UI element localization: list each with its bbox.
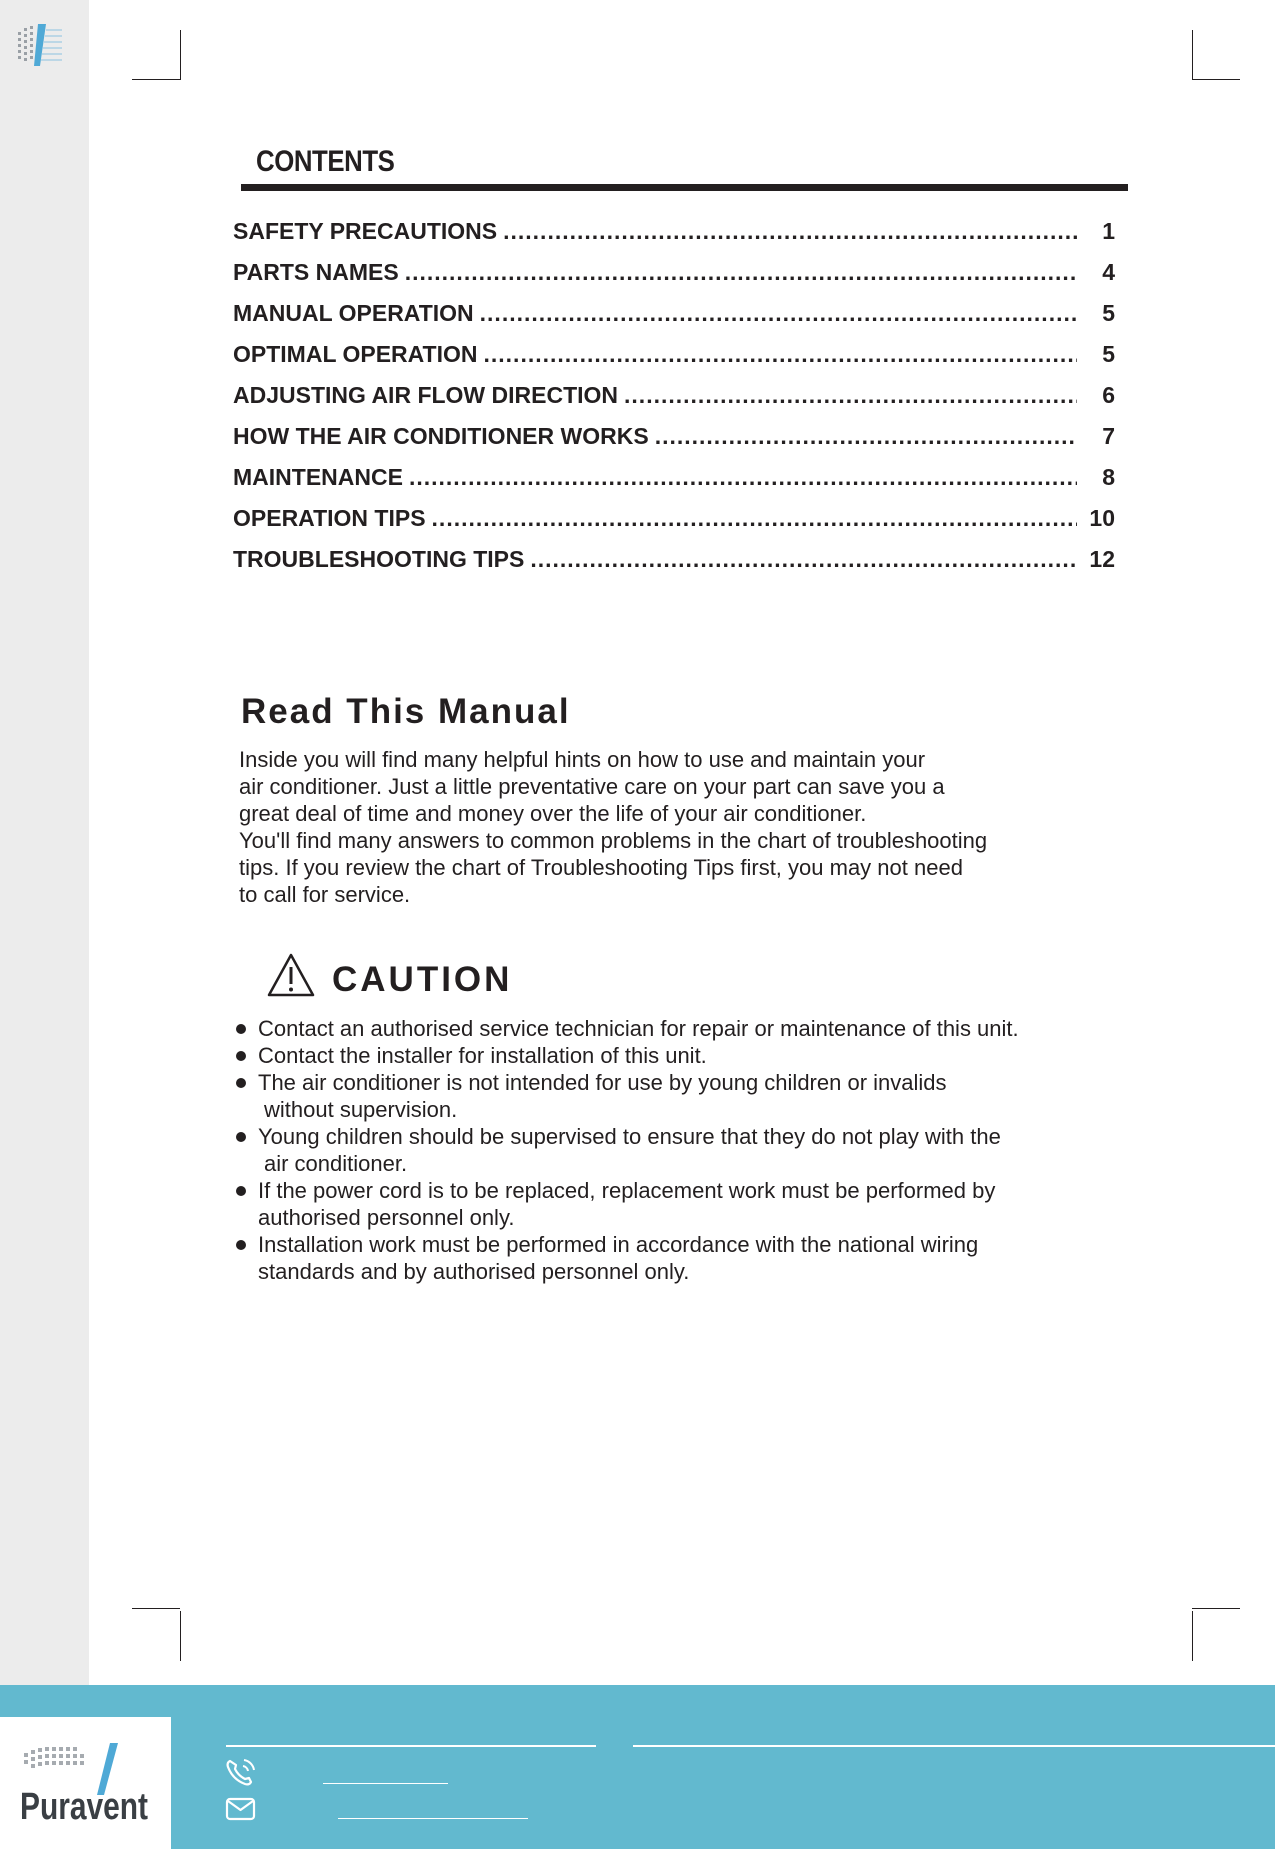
toc-leader-dots [530, 546, 1077, 573]
crop-mark [132, 1608, 180, 1609]
caution-list [233, 1015, 1133, 1285]
toc-leader-dots [655, 423, 1077, 450]
crop-mark [1192, 1611, 1193, 1661]
toc-entry[interactable] [233, 218, 1115, 259]
brand-mark-icon [16, 22, 64, 70]
table-of-contents [233, 218, 1115, 587]
caution-text-continued: air conditioner. [264, 1151, 408, 1176]
body-line: air conditioner. Just a little preventative care on your part can save you a [239, 774, 945, 799]
toc-entry-page: 5 [1102, 300, 1115, 326]
toc-entry[interactable] [233, 341, 1115, 382]
toc-leader-dots [484, 341, 1078, 368]
toc-entry-page: 12 [1089, 546, 1115, 572]
toc-entry-page: 7 [1102, 423, 1115, 449]
toc-entry-page: 10 [1089, 505, 1115, 531]
toc-entry-page: 5 [1102, 341, 1115, 367]
caution-item [233, 1177, 1133, 1231]
svg-text:Puravent: Puravent [20, 1786, 149, 1828]
toc-entry-label: MAINTENANCE [233, 464, 403, 490]
toc-entry-label: PARTS NAMES [233, 259, 399, 285]
crop-mark [180, 30, 181, 80]
crop-mark [1192, 79, 1240, 80]
caution-item [233, 1015, 1133, 1042]
toc-leader-dots [405, 259, 1077, 286]
caution-text: Contact the installer for installation of this unit. [258, 1043, 707, 1068]
toc-leader-dots [624, 382, 1077, 409]
caution-text: The air conditioner is not intended for use by young children or invalids [258, 1070, 947, 1095]
caution-item [233, 1123, 1133, 1177]
body-line: Inside you will find many helpful hints on how to use and maintain your [239, 747, 926, 772]
caution-text-continued: authorised personnel only. [258, 1205, 515, 1230]
toc-leader-dots [480, 300, 1077, 327]
toc-leader-dots [432, 505, 1077, 532]
toc-entry[interactable] [233, 382, 1115, 423]
caution-item [233, 1042, 1133, 1069]
body-line: You'll find many answers to common problems in the chart of troubleshooting [239, 828, 988, 853]
toc-entry-label: OPERATION TIPS [233, 505, 426, 531]
toc-entry[interactable] [233, 546, 1115, 587]
toc-entry[interactable] [233, 259, 1115, 300]
toc-entry-label: HOW THE AIR CONDITIONER WORKS [233, 423, 649, 449]
toc-entry-page: 4 [1102, 259, 1115, 285]
footer-divider [338, 1818, 528, 1819]
toc-entry[interactable] [233, 464, 1115, 505]
puravent-logo-icon [0, 1717, 171, 1849]
toc-entry-page: 6 [1102, 382, 1115, 408]
caution-heading: CAUTION [332, 960, 513, 999]
toc-entry[interactable] [233, 300, 1115, 341]
phone-icon[interactable] [224, 1757, 258, 1789]
toc-entry-label: TROUBLESHOOTING TIPS [233, 546, 525, 572]
caution-text: If the power cord is to be replaced, replacement work must be performed by [258, 1178, 996, 1203]
footer-divider [323, 1783, 448, 1784]
toc-entry-label: SAFETY PRECAUTIONS [233, 218, 498, 244]
body-line: to call for service. [239, 882, 411, 907]
toc-entry-page: 8 [1102, 464, 1115, 490]
contents-rule [241, 184, 1128, 191]
toc-entry-page: 1 [1102, 218, 1115, 244]
caution-text-continued: without supervision. [264, 1097, 458, 1122]
caution-item [233, 1231, 1133, 1285]
left-margin-strip [0, 0, 89, 1685]
toc-entry-label: OPTIMAL OPERATION [233, 341, 478, 367]
crop-mark [1192, 30, 1193, 80]
crop-mark [132, 79, 180, 80]
toc-entry[interactable] [233, 505, 1115, 546]
body-line: tips. If you review the chart of Troubleshooting Tips first, you may not need [239, 855, 963, 880]
footer-bar [0, 1685, 1275, 1849]
toc-leader-dots [503, 218, 1077, 245]
caution-text: Young children should be supervised to ensure that they do not play with the [258, 1124, 1001, 1149]
toc-entry-label: ADJUSTING AIR FLOW DIRECTION [233, 382, 619, 408]
footer-divider [633, 1745, 1275, 1747]
contents-heading: CONTENTS [256, 145, 395, 178]
footer-divider [226, 1745, 596, 1747]
caution-text: Installation work must be performed in accordance with the national wiring [258, 1232, 979, 1257]
warning-triangle-icon [266, 952, 316, 998]
crop-mark [1192, 1608, 1240, 1609]
footer-logo[interactable] [0, 1717, 171, 1849]
mail-icon[interactable] [224, 1795, 258, 1823]
caution-text: Contact an authorised service technician for repair or maintenance of this unit. [258, 1016, 1019, 1041]
toc-entry[interactable] [233, 423, 1115, 464]
read-manual-heading: Read This Manual [241, 692, 571, 731]
caution-item [233, 1069, 1133, 1123]
caution-text-continued: standards and by authorised personnel only. [258, 1259, 690, 1284]
body-line: great deal of time and money over the life of your air conditioner. [239, 801, 867, 826]
read-manual-body [239, 746, 1119, 908]
crop-mark [180, 1611, 181, 1661]
toc-entry-label: MANUAL OPERATION [233, 300, 474, 326]
toc-leader-dots [409, 464, 1077, 491]
